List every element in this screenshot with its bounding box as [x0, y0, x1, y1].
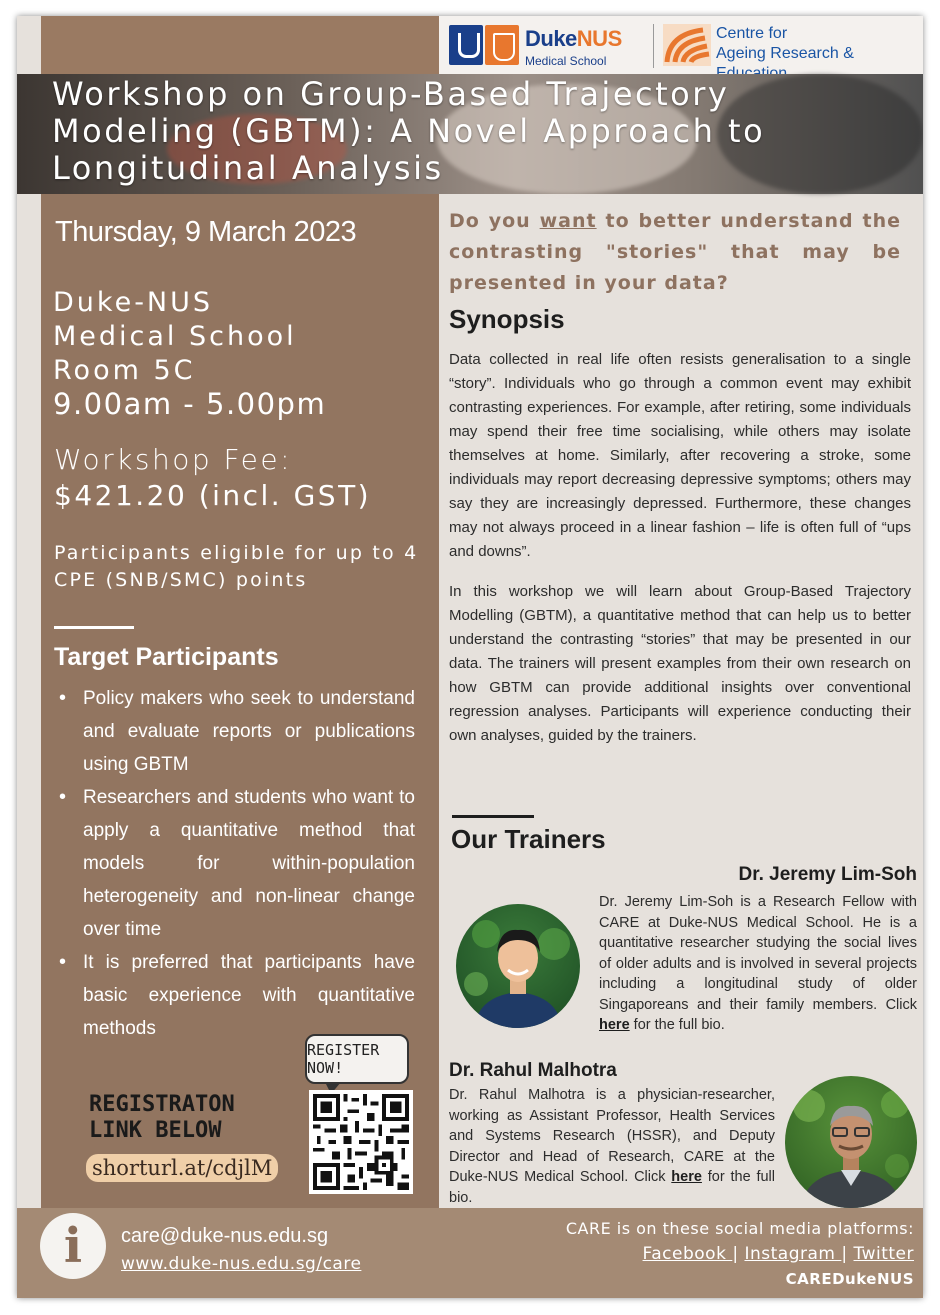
event-date: Thursday, 9 March 2023	[55, 216, 357, 248]
rahul-bio-link[interactable]: here	[671, 1169, 702, 1185]
trainer-name-jeremy: Dr. Jeremy Lim-Soh	[738, 864, 917, 885]
care-logo-icon	[663, 24, 711, 66]
duke-nus-logo-text: DukeNUS	[525, 26, 622, 51]
website-link[interactable]: www.duke-nus.edu.sg/care	[121, 1254, 362, 1274]
social-handle: CAREDukeNUS	[785, 1270, 914, 1288]
page-title: Workshop on Group-Based Trajectory Modeling (GBTM): A Novel Approach to Longitudinal Analysis	[52, 75, 766, 187]
trainers-title: Our Trainers	[451, 824, 606, 854]
social-links	[643, 1244, 914, 1264]
registration-link-label: REGISTRATON LINK BELOW	[89, 1092, 235, 1143]
qr-code-icon	[313, 1094, 409, 1190]
footer	[17, 1208, 923, 1298]
trainer-name-rahul: Dr. Rahul Malhotra	[449, 1060, 617, 1081]
facebook-link[interactable]: Facebook	[642, 1244, 733, 1264]
list-item: • Policy makers who seek to understand and evaluate reports or publications using GBTM	[59, 682, 415, 781]
person-photo-icon	[785, 1076, 917, 1208]
nus-crest-icon	[485, 25, 519, 65]
duke-shield-icon	[449, 25, 483, 65]
trainer-photo-rahul	[785, 1076, 917, 1208]
logo-bar	[439, 16, 923, 76]
register-now-bubble: REGISTER NOW!	[305, 1034, 409, 1084]
list-item: • It is preferred that participants have basic experience with quantitative methods	[59, 946, 415, 1045]
link-separator: |	[732, 1244, 745, 1264]
section-divider	[452, 815, 534, 818]
duke-nus-logo-subtitle: Medical School	[525, 54, 607, 68]
section-divider	[54, 626, 134, 629]
instagram-link[interactable]: Instagram	[744, 1244, 842, 1264]
contact-email[interactable]: care@duke-nus.edu.sg	[121, 1225, 329, 1247]
hook-question: Do you want to better understand the contrasting "stories" that may be presented in your data?	[449, 210, 901, 294]
registration-qr-code[interactable]	[309, 1090, 413, 1194]
jeremy-bio-link[interactable]: here	[599, 1017, 630, 1033]
event-venue: Duke-NUS Medical School Room 5C	[53, 287, 297, 386]
target-participants-title: Target Participants	[54, 643, 279, 671]
synopsis-text	[449, 348, 911, 748]
synopsis-paragraph: Data collected in real life often resists generalisation to a single “story”. Individuals who go through a common event may exhibit contrasting experiences. For example, after retiring, some individuals may spend their free time socialising, while others may isolate themselves at home. Similarly, after recovering a stroke, some individuals may report decreasing depressive symptoms; others may say they are increasingly depressed. Furthermore, these changes may not always proceed in a linear fashion – life is often full of “ups and downs”.	[449, 351, 911, 560]
fee-label: Workshop Fee:	[54, 443, 293, 476]
registration-short-url[interactable]: shorturl.at/cdjlM	[86, 1154, 278, 1182]
trainer-bio-rahul: Dr. Rahul Malhotra is a physician-researcher, working as Assistant Professor, Health Services and Systems Research (HSSR), and Deputy Director and Head of Research, CARE at the Duke-NUS Medical School. Click here for the full bio.	[449, 1087, 775, 1206]
twitter-link[interactable]: Twitter	[853, 1244, 914, 1264]
social-intro: CARE is on these social media platforms:	[565, 1219, 914, 1238]
synopsis-paragraph: In this workshop we will learn about Group-Based Trajectory Modelling (GBTM), a quantitative method that can help us to better understand the contrasting “stories” that may be presented in our data. The trainers will present examples from their own research on how GBTM can provide additional insights over conventional regression analyses. Participants will experience conducting their own analyses, guided by the trainers.	[449, 583, 911, 744]
trainer-photo-jeremy	[456, 904, 580, 1028]
list-item: • Researchers and students who want to apply a quantitative method that models for within-population heterogeneity and non-linear change over time	[59, 781, 415, 946]
event-details-column	[41, 194, 439, 1208]
care-logo-text: Centre for Ageing Research &	[716, 25, 854, 62]
top-accent-strip	[41, 16, 439, 76]
info-icon: i	[40, 1213, 106, 1279]
cpe-points: Participants eligible for up to 4 CPE (SNB/SMC) points	[54, 542, 419, 591]
flyer	[17, 16, 923, 1298]
event-time: 9.00am - 5.00pm	[53, 387, 327, 421]
logo-divider	[653, 24, 654, 68]
synopsis-column	[439, 194, 923, 1208]
link-separator: |	[841, 1244, 854, 1264]
target-participants-list	[59, 682, 415, 1045]
trainer-bio-jeremy: Dr. Jeremy Lim-Soh is a Research Fellow with CARE at Duke-NUS Medical School. He is a quantitative researcher studying the social lives of older adults and is involved in several projects including a longitudinal study of older Singaporeans and their family members. Click here for the full bio.	[599, 894, 917, 1033]
fee-value: $421.20 (incl. GST)	[54, 479, 372, 512]
synopsis-title: Synopsis	[449, 304, 565, 334]
person-photo-icon	[456, 904, 580, 1028]
title-banner	[17, 74, 923, 194]
